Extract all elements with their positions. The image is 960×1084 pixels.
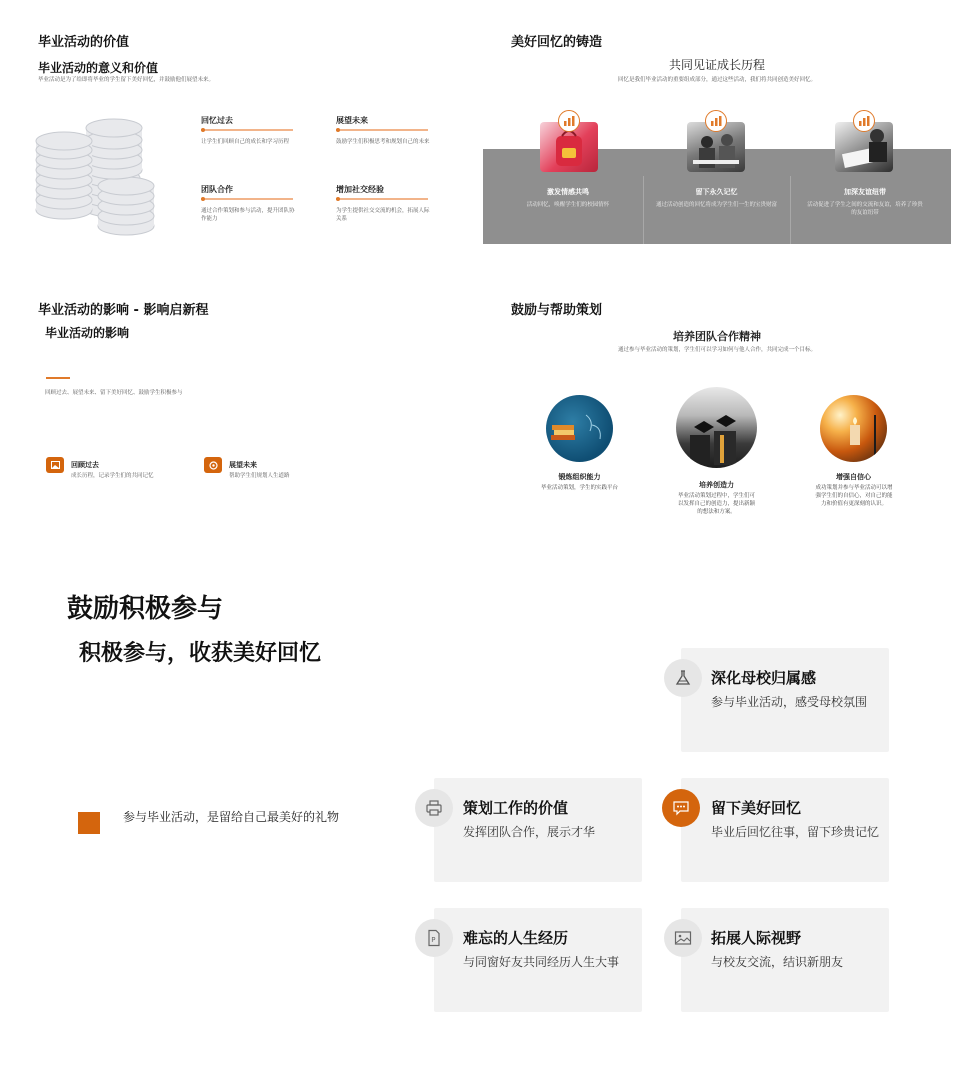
- slide2-card-resonance-title: 激发情感共鸣: [547, 188, 589, 196]
- slide2-card-friendship-desc: 活动促进了学生之间的交流和友谊，培养了珍贵的友谊纽带: [807, 202, 923, 216]
- feature-desc: 发挥团队合作，展示才华: [463, 825, 596, 839]
- image-icon: [664, 919, 702, 957]
- slide3-item-past-desc: 成长历程，记录学生们的共同记忆: [71, 473, 154, 479]
- slide4-item-confidence-title: 增强自信心: [836, 473, 871, 481]
- slide2-card-memory-desc: 通过活动创造的回忆将成为学生们一生的宝贵财富: [655, 202, 777, 208]
- slide1-item-line: [336, 129, 428, 131]
- slide1-item-line: [336, 198, 428, 200]
- slide4-item-organize-title: 锻炼组织能力: [558, 473, 601, 481]
- coins-illustration: [34, 114, 158, 238]
- chart-badge-icon: [558, 110, 580, 132]
- slide1-subtitle: 毕业活动的意义和价值: [38, 61, 159, 75]
- slide2-title: 美好回忆的铸造: [511, 35, 603, 50]
- feature-title: 留下美好回忆: [711, 799, 802, 817]
- slide3-item-past-title: 回顾过去: [71, 461, 99, 469]
- document-icon: [415, 919, 453, 957]
- feature-desc: 毕业后回忆往事，留下珍贵记忆: [711, 825, 880, 839]
- slide1-item-line: [201, 198, 293, 200]
- slide4-intro: 通过参与毕业活动的策划，学生们可以学习如何与他人合作，共同完成一个目标。: [617, 347, 816, 353]
- slide1-item-team-title: 团队合作: [201, 185, 233, 194]
- slide1-item-future-desc: 鼓励学生们积极思考和规划自己的未来: [336, 139, 430, 145]
- feature-title: 深化母校归属感: [711, 669, 817, 687]
- feature-desc: 参与毕业活动，感受母校氛围: [711, 695, 868, 709]
- slide1-item-recall-desc: 让学生们回顾自己的成长和学习历程: [201, 139, 290, 145]
- slide4-item-organize-desc: 毕业活动策划，学生的实践平台: [540, 485, 618, 491]
- feature-title: 策划工作的价值: [463, 799, 569, 817]
- slide1-intro: 毕业活动是为了给即将毕业的学生留下美好回忆，并鼓励他们展望未来。: [38, 77, 215, 83]
- slide1-title: 毕业活动的价值: [38, 35, 130, 50]
- printer-icon: [415, 789, 453, 827]
- slide2-card-resonance-desc: 活动回忆，唤醒学生们的校园情怀: [526, 202, 610, 208]
- flask-icon: [664, 659, 702, 697]
- slide4-item-confidence-desc: 成功策划并参与毕业活动可以增强学生们的自信心，对自己的能力和价值有更深刻的认识。: [815, 485, 893, 507]
- accent-line: [46, 377, 70, 379]
- slide2-card-friendship-title: 加深友谊纽带: [844, 188, 886, 196]
- slide1-item-social-desc: 为学生提供社交交流的机会，拓展人际关系: [336, 208, 430, 222]
- slide1-item-future-title: 展望未来: [336, 116, 368, 125]
- slide5-title: 鼓励积极参与: [67, 594, 224, 624]
- slide5-subtitle: 积极参与，收获美好回忆: [79, 641, 322, 666]
- feature-title: 难忘的人生经历: [463, 929, 569, 947]
- slide4-item-creativity-title: 培养创造力: [699, 481, 734, 489]
- graduation-photo: [676, 387, 757, 468]
- photo-icon: [46, 457, 64, 473]
- slide1-item-recall-title: 回忆过去: [201, 116, 233, 125]
- slide2-card-memory-title: 留下永久记忆: [695, 188, 738, 196]
- slide4-heading: 培养团队合作精神: [673, 330, 761, 343]
- feature-title: 拓展人际视野: [711, 929, 802, 947]
- chat-icon: [662, 789, 700, 827]
- slide4-item-creativity-desc: 毕业活动策划过程中，学生们可以发挥自己的创造力，提出新颖的想法和方案。: [677, 493, 755, 515]
- slide3-subtitle: 毕业活动的影响: [45, 326, 130, 340]
- slide3-item-future-desc: 帮助学生们规划人生道路: [229, 473, 290, 479]
- slide4-title: 鼓励与帮助策划: [511, 303, 603, 318]
- feature-desc: 与同窗好友共同经历人生大事: [463, 955, 620, 969]
- feature-desc: 与校友交流，结识新朋友: [711, 955, 844, 969]
- slide3-title: 毕业活动的影响 - 影响启新程: [38, 303, 209, 318]
- slide5-note: 参与毕业活动，是留给自己最美好的礼物: [123, 810, 340, 824]
- slide3-intro: 回顾过去、展望未来、留下美好回忆、鼓励学生积极参与: [45, 390, 183, 396]
- target-icon: [204, 457, 222, 473]
- svg-text:P: P: [431, 936, 436, 944]
- chart-badge-icon: [705, 110, 727, 132]
- books-photo: [546, 395, 613, 462]
- chart-badge-icon: [853, 110, 875, 132]
- accent-square: [78, 812, 100, 834]
- slide1-item-team-desc: 通过合作策划和参与活动，提升团队协作能力: [201, 208, 295, 222]
- slide3-item-future-title: 展望未来: [229, 461, 257, 469]
- slide2-intro: 回忆是我们毕业活动的重要组成部分，通过这些活动，我们将共同创造美好回忆。: [617, 77, 816, 83]
- candle-photo: [820, 395, 887, 462]
- slide2-heading: 共同见证成长历程: [668, 58, 765, 72]
- slide1-item-social-title: 增加社交经验: [336, 185, 384, 194]
- slide1-item-line: [201, 129, 293, 131]
